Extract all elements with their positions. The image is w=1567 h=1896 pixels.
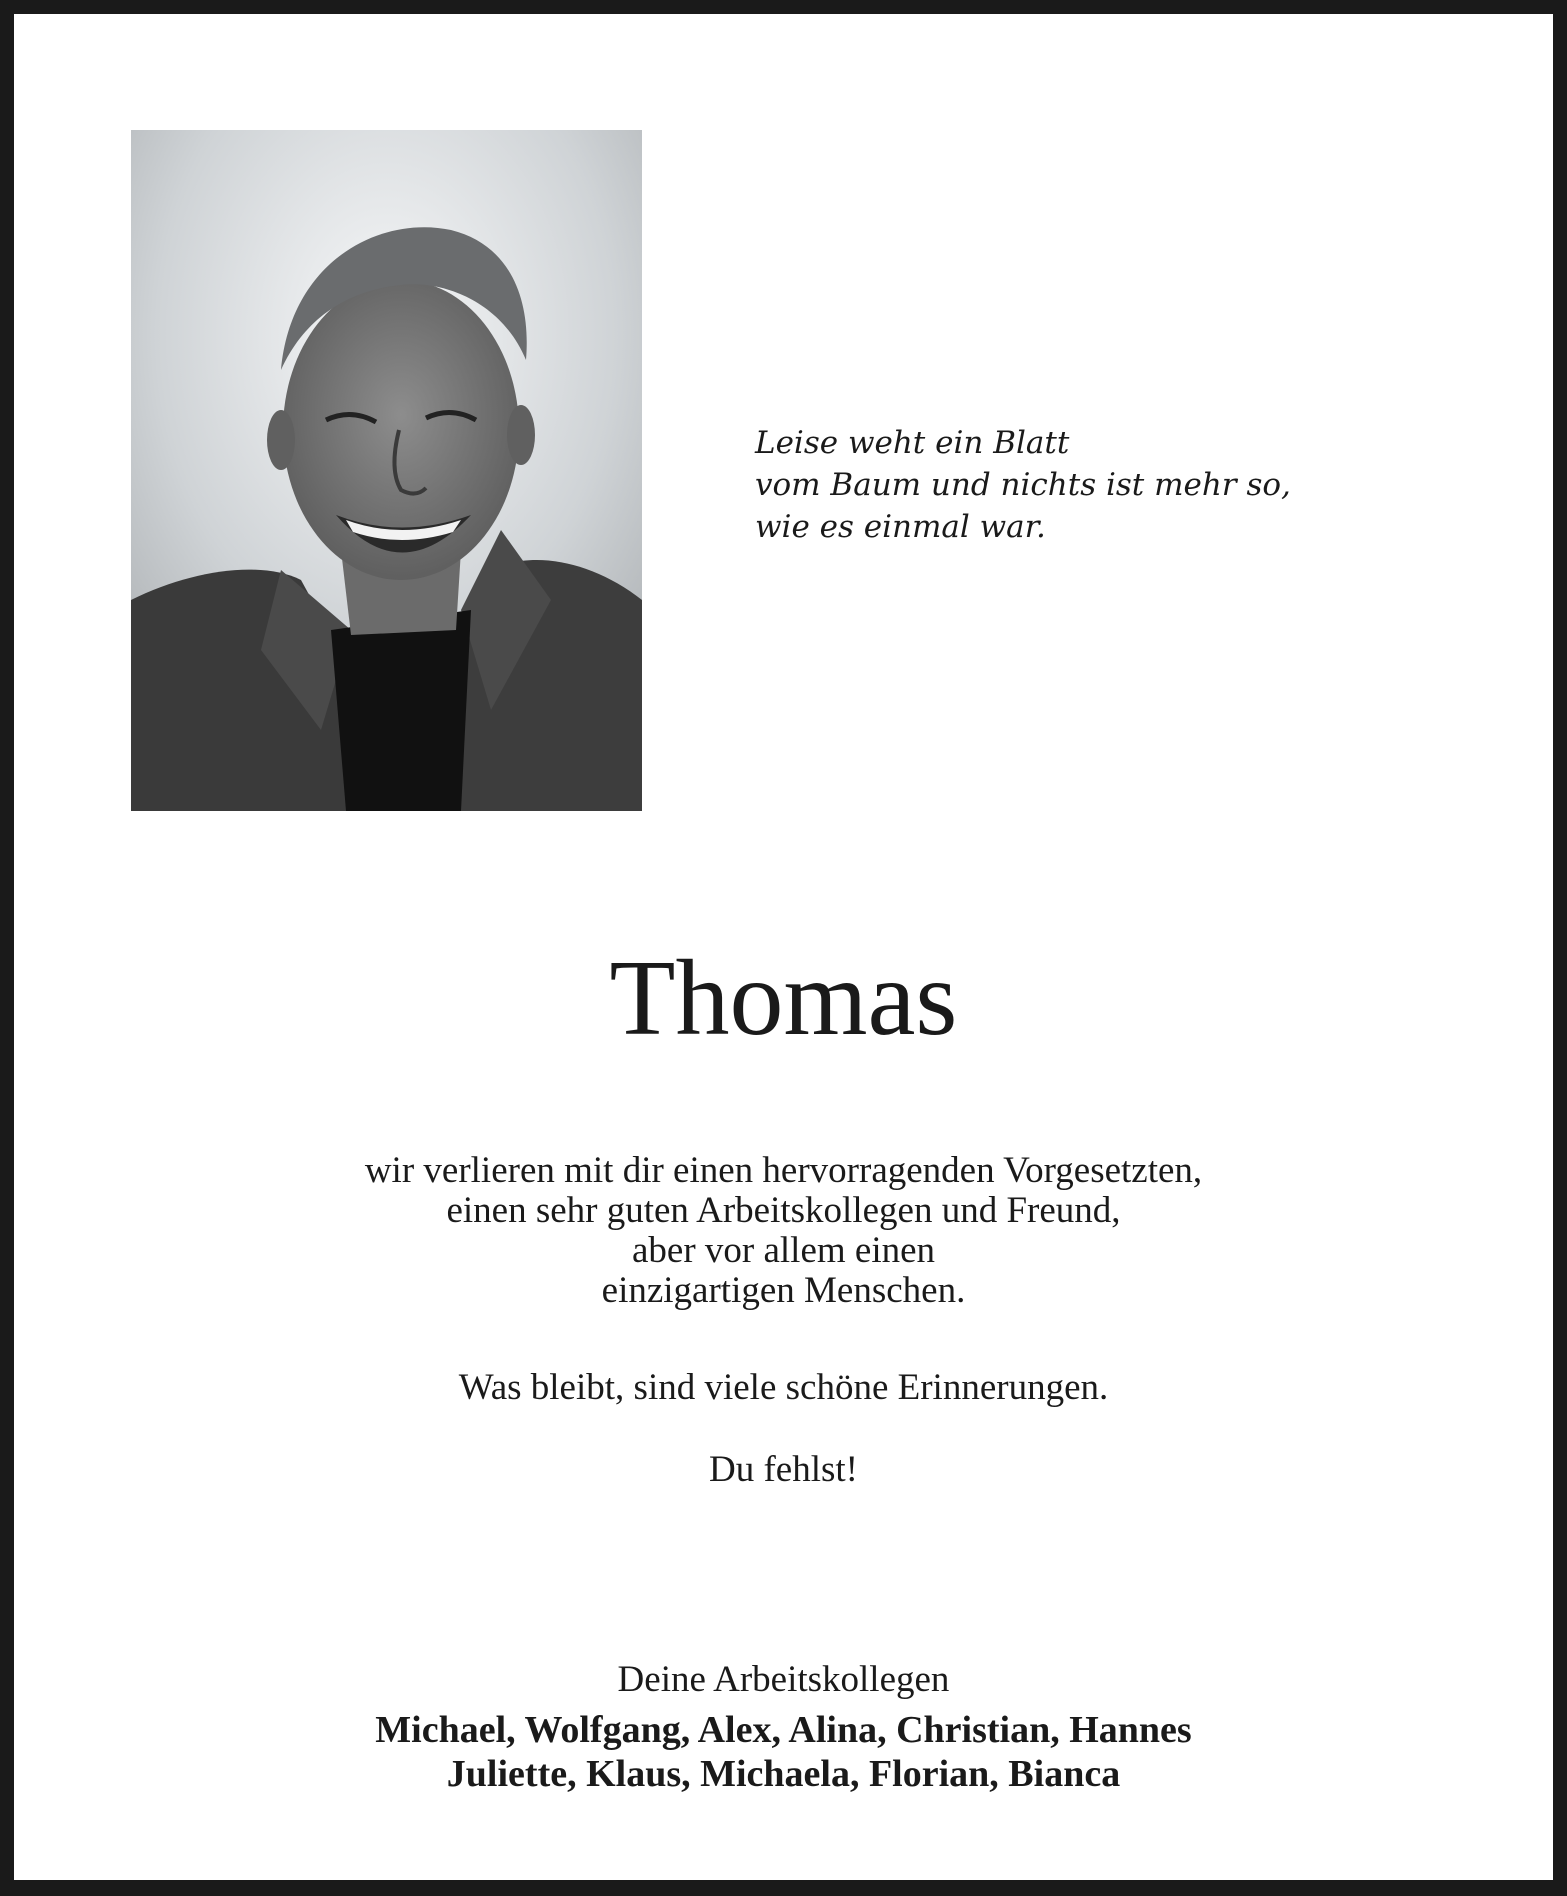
obituary-notice: [14, 14, 1553, 1880]
quote-line: Leise weht ein Blatt: [755, 425, 1070, 461]
portrait-photo: [131, 130, 642, 811]
memories-line: Was bleibt, sind viele schöne Erinnerungen.: [458, 1367, 1109, 1408]
tribute-message: [14, 1151, 1553, 1311]
quote-line: vom Baum und nichts ist mehr so,: [755, 467, 1291, 503]
message-line: einzigartigen Menschen.: [601, 1270, 966, 1311]
deceased-name: Thomas: [609, 939, 958, 1058]
signature-names: [14, 1708, 1553, 1796]
message-line: wir verlieren mit dir einen hervorragenden Vorgesetzten,: [364, 1150, 1203, 1191]
message-line: einen sehr guten Arbeitskollegen und Freund,: [446, 1190, 1121, 1231]
quote-line: wie es einmal war.: [755, 509, 1046, 545]
signature-intro: Deine Arbeitskollegen: [617, 1659, 950, 1700]
message-line: aber vor allem einen: [631, 1230, 936, 1271]
signature-names-line: Michael, Wolfgang, Alex, Alina, Christian, Hannes: [375, 1709, 1192, 1751]
portrait-illustration: [131, 130, 642, 811]
quote-verse: [755, 422, 1291, 548]
signature-names-line: Juliette, Klaus, Michaela, Florian, Bianca: [446, 1753, 1121, 1795]
closing-line: Du fehlst!: [709, 1449, 858, 1490]
